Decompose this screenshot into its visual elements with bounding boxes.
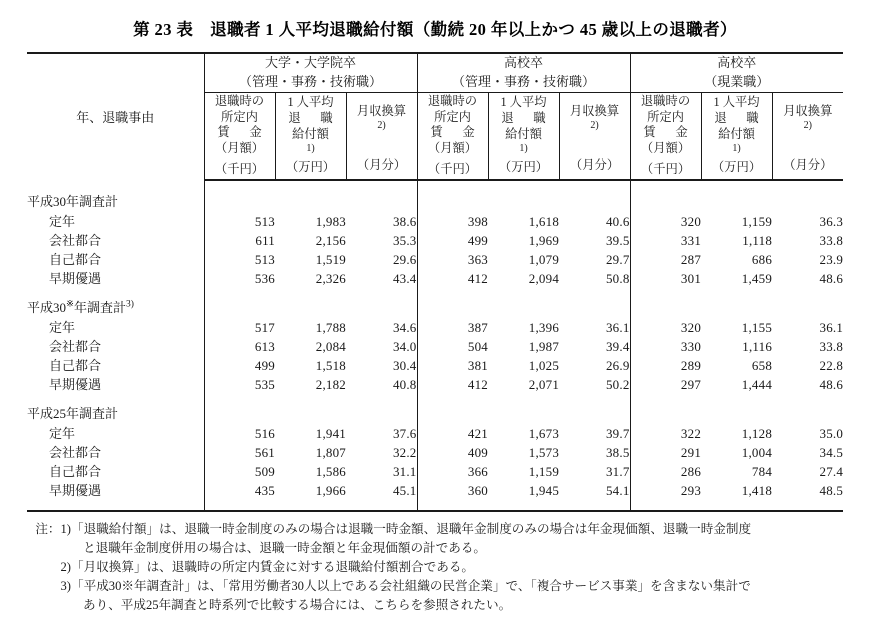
cell-value: 360 xyxy=(417,481,488,500)
cell-value: 1,444 xyxy=(741,376,773,392)
row-label: 早期優遇 xyxy=(49,482,102,498)
g2-h-c5 xyxy=(488,403,559,424)
subheader-benefit-3-note: 1) xyxy=(732,142,741,154)
cell-value: 387 xyxy=(417,318,488,337)
cell-value: 54.1 xyxy=(605,482,630,498)
table-row xyxy=(27,231,843,250)
footnote-2-body: 「月収換算」は、退職時の所定内賃金に対する退職給付額割合である。 xyxy=(71,559,474,574)
g2-h-c7 xyxy=(630,403,701,424)
subheader-benefit-1-note: 1) xyxy=(306,142,315,154)
row-label: 会社都合 xyxy=(49,232,102,248)
subheader-wage-2-line3: 賃 金 xyxy=(430,125,479,140)
g2-h-c1 xyxy=(204,403,275,424)
gap2-c1 xyxy=(204,394,275,403)
cell-value: 48.6 xyxy=(819,376,844,392)
cell-value: 50.8 xyxy=(605,270,630,286)
cell-value: 1,518 xyxy=(315,357,346,373)
group-label-1-ref: 3) xyxy=(126,299,134,310)
row-label: 定年 xyxy=(49,213,76,229)
cell-value: 509 xyxy=(204,462,275,481)
gap-c6 xyxy=(559,288,630,297)
pad-c5 xyxy=(488,180,559,191)
group-label-1-tail: 年調査計 xyxy=(73,299,126,315)
row-label: 自己都合 xyxy=(49,251,102,267)
subheader-months-2 xyxy=(559,92,630,180)
cell-value: 330 xyxy=(630,337,701,356)
gap2-c9 xyxy=(772,394,843,403)
cell-value: 1,573 xyxy=(528,444,560,460)
footnote-3-marker: 3) xyxy=(60,579,71,594)
cell-value: 1,788 xyxy=(315,319,346,335)
subheader-wage-2-line1: 退職時の xyxy=(427,93,478,108)
cell-value: 27.4 xyxy=(819,463,844,479)
cell-value: 412 xyxy=(417,375,488,394)
footnote-prefix: 注： xyxy=(35,521,61,536)
cell-value: 421 xyxy=(417,424,488,443)
cell-value: 363 xyxy=(417,250,488,269)
pad-c9 xyxy=(772,180,843,191)
pad-stub xyxy=(27,180,204,191)
footnote-1-marker: 1) xyxy=(60,521,71,536)
g2-h-c3 xyxy=(346,403,417,424)
cell-value: 293 xyxy=(630,481,701,500)
subheader-benefit-3-line2: 退 職 xyxy=(714,111,763,126)
group-label-2-text: 平成25年調査計 xyxy=(27,405,119,421)
subheader-months-1-line1: 月収換算 xyxy=(356,104,407,119)
table-row xyxy=(27,443,843,462)
cell-value: 39.5 xyxy=(605,232,630,248)
subheader-wage-3 xyxy=(630,92,701,180)
cell-value: 561 xyxy=(204,443,275,462)
bpad-stub xyxy=(27,500,204,511)
subheader-wage-1-line4: （月額） xyxy=(214,141,265,156)
subheader-benefit-2-line1: 1 人平均 xyxy=(500,95,547,110)
cell-value: 1,941 xyxy=(315,425,346,441)
footnote-1-lead xyxy=(27,520,71,539)
table-header-group-row xyxy=(27,53,843,92)
footnote-1-body: 「退職給付額」は、退職一時金制度のみの場合は退職一時金額、退職年金制度のみの場合は年金現価額、退職一時金制度 xyxy=(71,521,752,536)
pad-c1 xyxy=(204,180,275,191)
table-row xyxy=(27,424,843,443)
g0-h-c6 xyxy=(559,191,630,212)
g0-h-c4 xyxy=(417,191,488,212)
column-group-university-line1: 大学・大学院卒 xyxy=(265,55,357,70)
gap-c1 xyxy=(204,288,275,297)
subheader-months-2-unit: （月分） xyxy=(569,157,620,172)
g1-h-c5 xyxy=(488,297,559,318)
cell-value: 48.6 xyxy=(819,270,844,286)
table-row xyxy=(27,375,843,394)
subheader-months-3 xyxy=(772,92,843,180)
subheader-benefit-3-line3: 給付額 xyxy=(718,126,755,141)
cell-value: 1,155 xyxy=(741,319,773,335)
group-header-row xyxy=(27,191,843,212)
gap2-c6 xyxy=(559,394,630,403)
subheader-wage-1-line1: 退職時の xyxy=(214,93,265,108)
cell-value: 2,182 xyxy=(315,376,346,392)
bpad-c5 xyxy=(488,500,559,511)
subheader-wage-2 xyxy=(417,92,488,180)
gap2-c7 xyxy=(630,394,701,403)
pad-c3 xyxy=(346,180,417,191)
bpad-c4 xyxy=(417,500,488,511)
cell-value: 504 xyxy=(417,337,488,356)
cell-value: 517 xyxy=(204,318,275,337)
cell-value: 1,673 xyxy=(528,425,560,441)
group-header-row xyxy=(27,403,843,424)
statistics-table xyxy=(27,52,843,512)
g0-h-c3 xyxy=(346,191,417,212)
cell-value: 2,071 xyxy=(528,376,560,392)
bpad-c6 xyxy=(559,500,630,511)
subheader-benefit-2 xyxy=(488,92,559,180)
subheader-wage-1-line3: 賃 金 xyxy=(217,125,266,140)
table-body-top-padding xyxy=(27,180,843,191)
cell-value: 2,326 xyxy=(315,270,346,286)
cell-value: 2,084 xyxy=(315,338,346,354)
cell-value: 1,118 xyxy=(742,232,773,248)
subheader-wage-3-line2: 所定内 xyxy=(647,109,684,124)
gap2-c4 xyxy=(417,394,488,403)
bpad-c7 xyxy=(630,500,701,511)
cell-value: 40.6 xyxy=(605,213,630,229)
cell-value: 31.7 xyxy=(605,463,630,479)
table-row xyxy=(27,337,843,356)
cell-value: 291 xyxy=(630,443,701,462)
bpad-c2 xyxy=(275,500,346,511)
cell-value: 1,519 xyxy=(315,251,346,267)
table-row xyxy=(27,212,843,231)
group-label-0 xyxy=(27,191,204,212)
cell-value: 48.5 xyxy=(819,482,844,498)
cell-value: 1,079 xyxy=(528,251,560,267)
g1-h-c8 xyxy=(701,297,772,318)
gap-c4 xyxy=(417,288,488,297)
cell-value: 1,396 xyxy=(528,319,560,335)
cell-value: 1,116 xyxy=(742,338,773,354)
group-header-row xyxy=(27,297,843,318)
group-label-1 xyxy=(27,297,204,318)
column-group-highschool-office xyxy=(417,53,630,92)
cell-value: 33.8 xyxy=(819,338,844,354)
footnote-3-continuation: あり、平成25年調査と時系列で比較する場合には、こちらを参照されたい。 xyxy=(83,598,512,613)
footnote-1-continuation: と退職年金制度併用の場合は、退職一時金額と年金現価額の計である。 xyxy=(83,540,486,555)
cell-value: 287 xyxy=(630,250,701,269)
cell-value: 435 xyxy=(204,481,275,500)
subheader-wage-3-unit: （千円） xyxy=(640,161,691,176)
cell-value: 1,807 xyxy=(315,444,346,460)
subheader-wage-2-line2: 所定内 xyxy=(434,109,471,124)
table-row xyxy=(27,318,843,337)
footnote-2-marker: 2) xyxy=(60,559,71,574)
g1-h-c7 xyxy=(630,297,701,318)
subheader-wage-2-unit: （千円） xyxy=(427,161,478,176)
cell-value: 686 xyxy=(751,251,773,267)
cell-value: 658 xyxy=(751,357,773,373)
gap-stub xyxy=(27,288,204,297)
cell-value: 1,987 xyxy=(528,338,560,354)
subheader-wage-1-unit: （千円） xyxy=(214,161,265,176)
cell-value: 22.8 xyxy=(819,357,844,373)
cell-value: 398 xyxy=(417,212,488,231)
cell-value: 29.6 xyxy=(392,251,417,267)
row-label: 自己都合 xyxy=(49,357,102,373)
gap-c3 xyxy=(346,288,417,297)
gap2-c5 xyxy=(488,394,559,403)
cell-value: 331 xyxy=(630,231,701,250)
pad-c7 xyxy=(630,180,701,191)
subheader-months-1-note: 2) xyxy=(377,119,386,131)
cell-value: 499 xyxy=(417,231,488,250)
cell-value: 32.2 xyxy=(392,444,417,460)
subheader-benefit-2-line2: 退 職 xyxy=(501,111,550,126)
cell-value: 613 xyxy=(204,337,275,356)
cell-value: 2,094 xyxy=(528,270,560,286)
cell-value: 1,969 xyxy=(528,232,560,248)
footnote-item-3 xyxy=(27,577,843,596)
footnote-3-body: 「平成30※年調査計」は、「常用労働者30人以上である会社組織の民営企業」で、「複合サービス事業」を含まない集計で xyxy=(71,579,751,594)
subheader-benefit-1 xyxy=(275,92,346,180)
g2-h-c6 xyxy=(559,403,630,424)
gap-c7 xyxy=(630,288,701,297)
cell-value: 43.4 xyxy=(392,270,417,286)
footnotes xyxy=(27,520,843,616)
footnote-item-2 xyxy=(27,558,843,577)
table-row xyxy=(27,269,843,288)
group-label-1-text: 平成30 xyxy=(27,299,67,315)
subheader-wage-3-line1: 退職時の xyxy=(640,93,691,108)
group-label-2 xyxy=(27,403,204,424)
table-row xyxy=(27,356,843,375)
cell-value: 1,418 xyxy=(741,482,773,498)
row-label: 早期優遇 xyxy=(49,270,102,286)
subheader-benefit-3-line1: 1 人平均 xyxy=(713,95,760,110)
pad-c8 xyxy=(701,180,772,191)
subheader-months-2-note: 2) xyxy=(590,119,599,131)
subheader-wage-3-line3: 賃 金 xyxy=(643,125,692,140)
cell-value: 499 xyxy=(204,356,275,375)
footnote-item-1 xyxy=(27,520,843,539)
stub-header-cell xyxy=(27,53,204,180)
column-group-highschool-office-line2: （管理・事務・技術職） xyxy=(452,73,596,89)
gap2-c8 xyxy=(701,394,772,403)
cell-value: 50.2 xyxy=(605,376,630,392)
subheader-wage-1 xyxy=(204,92,275,180)
cell-value: 322 xyxy=(630,424,701,443)
cell-value: 36.1 xyxy=(605,319,630,335)
cell-value: 26.9 xyxy=(605,357,630,373)
cell-value: 39.7 xyxy=(605,425,630,441)
subheader-benefit-2-note: 1) xyxy=(519,142,528,154)
column-group-university xyxy=(204,53,417,92)
cell-value: 36.3 xyxy=(819,213,844,229)
cell-value: 31.1 xyxy=(392,463,417,479)
cell-value: 37.6 xyxy=(392,425,417,441)
group-separator-row xyxy=(27,288,843,297)
g2-h-c9 xyxy=(772,403,843,424)
g1-h-c6 xyxy=(559,297,630,318)
gap-c5 xyxy=(488,288,559,297)
cell-value: 1,004 xyxy=(741,444,773,460)
cell-value: 1,618 xyxy=(528,213,560,229)
cell-value: 286 xyxy=(630,462,701,481)
pad-c4 xyxy=(417,180,488,191)
subheader-benefit-2-line3: 給付額 xyxy=(505,126,542,141)
cell-value: 38.5 xyxy=(605,444,630,460)
subheader-benefit-1-unit: （万円） xyxy=(285,160,336,175)
cell-value: 409 xyxy=(417,443,488,462)
cell-value: 297 xyxy=(630,375,701,394)
cell-value: 1,159 xyxy=(741,213,773,229)
cell-value: 381 xyxy=(417,356,488,375)
cell-value: 35.3 xyxy=(392,232,417,248)
column-group-highschool-office-line1: 高校卒 xyxy=(504,55,544,70)
cell-value: 35.0 xyxy=(819,425,844,441)
cell-value: 1,586 xyxy=(315,463,346,479)
cell-value: 320 xyxy=(630,212,701,231)
row-label: 定年 xyxy=(49,425,76,441)
cell-value: 513 xyxy=(204,212,275,231)
g1-h-c9 xyxy=(772,297,843,318)
cell-value: 34.5 xyxy=(819,444,844,460)
row-label: 会社都合 xyxy=(49,338,102,354)
row-label: 定年 xyxy=(49,319,76,335)
g0-h-c8 xyxy=(701,191,772,212)
g2-h-c8 xyxy=(701,403,772,424)
bpad-c1 xyxy=(204,500,275,511)
g0-h-c9 xyxy=(772,191,843,212)
cell-value: 301 xyxy=(630,269,701,288)
subheader-benefit-1-line2: 退 職 xyxy=(288,111,337,126)
bpad-c3 xyxy=(346,500,417,511)
g1-h-c3 xyxy=(346,297,417,318)
g0-h-c1 xyxy=(204,191,275,212)
subheader-benefit-3-unit: （万円） xyxy=(711,160,762,175)
g0-h-c7 xyxy=(630,191,701,212)
cell-value: 34.0 xyxy=(392,338,417,354)
cell-value: 2,156 xyxy=(315,232,346,248)
cell-value: 45.1 xyxy=(392,482,417,498)
cell-value: 516 xyxy=(204,424,275,443)
group-label-1-mark: ※ xyxy=(66,299,74,310)
subheader-benefit-1-line3: 給付額 xyxy=(292,126,329,141)
subheader-benefit-3 xyxy=(701,92,772,180)
cell-value: 1,128 xyxy=(741,425,773,441)
subheader-months-1-unit: （月分） xyxy=(356,157,407,172)
gap2-c3 xyxy=(346,394,417,403)
gap-c2 xyxy=(275,288,346,297)
cell-value: 1,983 xyxy=(315,213,346,229)
g2-h-c4 xyxy=(417,403,488,424)
g0-h-c2 xyxy=(275,191,346,212)
column-group-highschool-manual-line2: （現業職） xyxy=(704,73,770,89)
cell-value: 1,159 xyxy=(528,463,560,479)
cell-value: 412 xyxy=(417,269,488,288)
cell-value: 513 xyxy=(204,250,275,269)
table-row xyxy=(27,481,843,500)
cell-value: 320 xyxy=(630,318,701,337)
gap-c8 xyxy=(701,288,772,297)
gap-c9 xyxy=(772,288,843,297)
g1-h-c2 xyxy=(275,297,346,318)
row-label: 会社都合 xyxy=(49,444,102,460)
row-label: 自己都合 xyxy=(49,463,102,479)
cell-value: 38.6 xyxy=(392,213,417,229)
g1-h-c4 xyxy=(417,297,488,318)
pad-c2 xyxy=(275,180,346,191)
bpad-c8 xyxy=(701,500,772,511)
gap2-stub xyxy=(27,394,204,403)
cell-value: 34.6 xyxy=(392,319,417,335)
group-label-0-text: 平成30年調査計 xyxy=(27,193,119,209)
subheader-months-2-line1: 月収換算 xyxy=(569,104,620,119)
cell-value: 36.1 xyxy=(819,319,844,335)
table-bottom-padding xyxy=(27,500,843,511)
cell-value: 33.8 xyxy=(819,232,844,248)
column-group-highschool-manual xyxy=(630,53,843,92)
subheader-months-1 xyxy=(346,92,417,180)
cell-value: 366 xyxy=(417,462,488,481)
subheader-wage-2-line4: （月額） xyxy=(427,141,478,156)
g1-h-c1 xyxy=(204,297,275,318)
cell-value: 1,966 xyxy=(315,482,346,498)
cell-value: 536 xyxy=(204,269,275,288)
cell-value: 29.7 xyxy=(605,251,630,267)
column-group-highschool-manual-line1: 高校卒 xyxy=(717,55,757,70)
subheader-wage-3-line4: （月額） xyxy=(640,141,691,156)
subheader-months-3-line1: 月収換算 xyxy=(783,104,833,119)
cell-value: 1,945 xyxy=(528,482,560,498)
column-group-university-line2: （管理・事務・技術職） xyxy=(239,73,383,89)
cell-value: 289 xyxy=(630,356,701,375)
stub-header-label: 年、退職事由 xyxy=(76,110,155,126)
page-title: 第 23 表 退職者 1 人平均退職給付額（勤続 20 年以上かつ 45 歳以上の退職者） xyxy=(133,20,737,39)
subheader-wage-1-line2: 所定内 xyxy=(221,109,258,124)
cell-value: 784 xyxy=(751,463,773,479)
cell-value: 23.9 xyxy=(819,251,844,267)
subheader-months-3-note: 2) xyxy=(803,119,812,131)
bpad-c9 xyxy=(772,500,843,511)
table-row xyxy=(27,462,843,481)
cell-value: 1,025 xyxy=(528,357,560,373)
subheader-benefit-2-unit: （万円） xyxy=(498,160,549,175)
cell-value: 39.4 xyxy=(605,338,630,354)
subheader-months-3-unit: （月分） xyxy=(783,157,833,172)
cell-value: 611 xyxy=(204,231,275,250)
statistics-table-container xyxy=(27,52,843,512)
group-separator-row xyxy=(27,394,843,403)
g2-h-c2 xyxy=(275,403,346,424)
row-label: 早期優遇 xyxy=(49,376,102,392)
subheader-benefit-1-line1: 1 人平均 xyxy=(287,95,334,110)
gap2-c2 xyxy=(275,394,346,403)
g0-h-c5 xyxy=(488,191,559,212)
cell-value: 30.4 xyxy=(392,357,417,373)
cell-value: 40.8 xyxy=(392,376,417,392)
cell-value: 535 xyxy=(204,375,275,394)
pad-c6 xyxy=(559,180,630,191)
table-row xyxy=(27,250,843,269)
cell-value: 1,459 xyxy=(741,270,773,286)
